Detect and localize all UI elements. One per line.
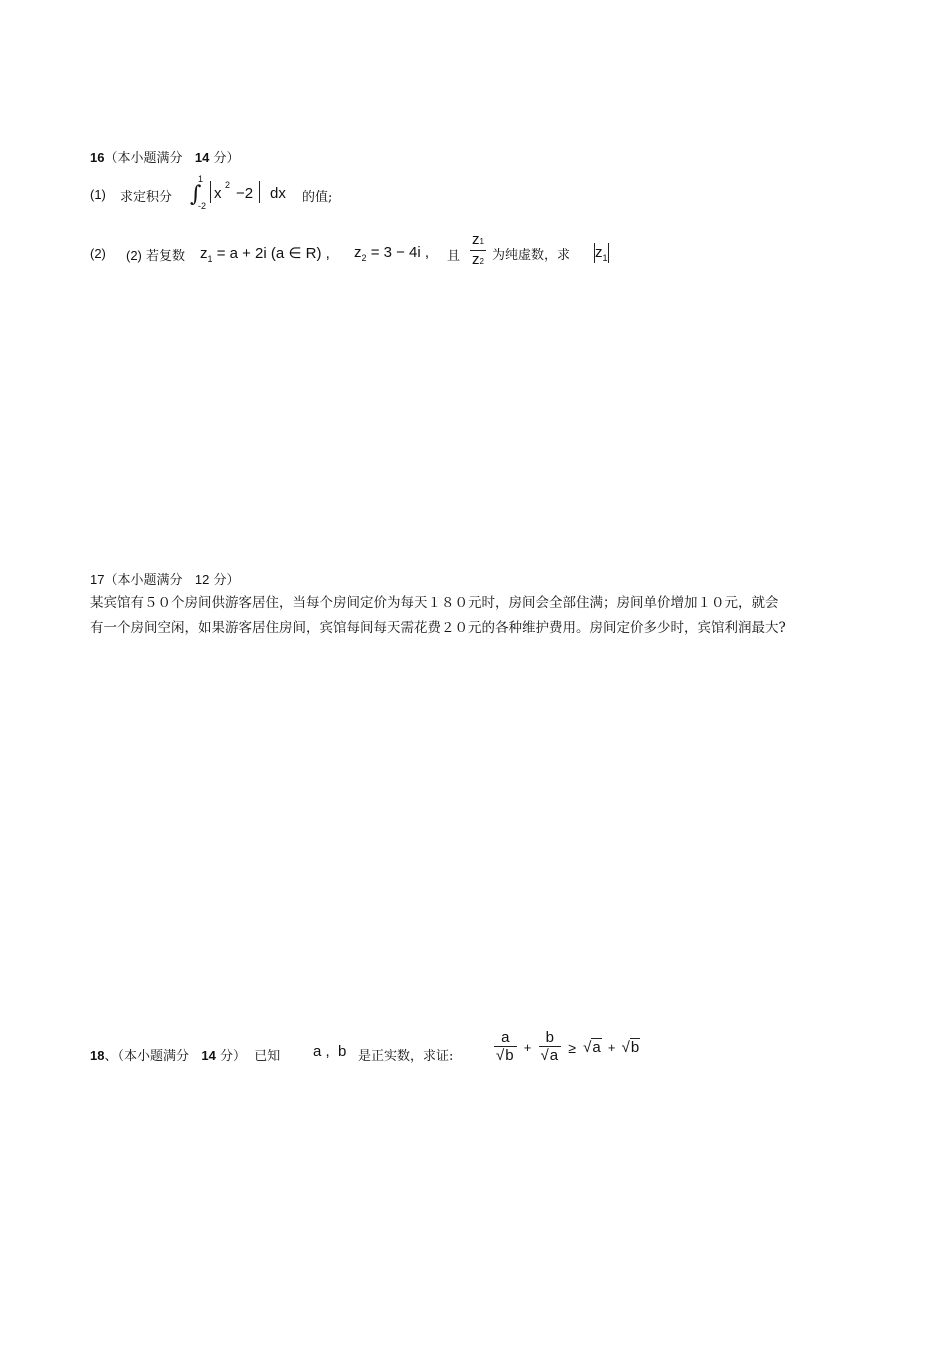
rhs-sqrt-b xyxy=(622,1039,641,1056)
modulus-sub: 1 xyxy=(602,252,608,263)
frac-b-over-sqrt-a xyxy=(539,1030,562,1065)
rhs-sqrt-a xyxy=(583,1039,602,1056)
q16-part2-text1: 若复数 xyxy=(146,249,186,264)
q16-part1-tail: 的值; xyxy=(302,190,333,205)
q18-inequality xyxy=(494,1030,640,1065)
q17-header xyxy=(90,569,240,588)
integrand-rest: −2 xyxy=(236,185,254,202)
integral-sign-icon: ∫ xyxy=(190,182,202,207)
sqrt-icon: √ xyxy=(583,1039,592,1056)
q18-unit: 分） xyxy=(220,1049,247,1064)
frac-den-sub: 2 xyxy=(479,257,484,266)
z2-var: z xyxy=(354,244,362,261)
frac2-num: b xyxy=(539,1030,562,1047)
z2-subscript: 2 xyxy=(361,253,367,263)
frac2-den-radicand: a xyxy=(549,1047,559,1064)
modulus-var: z xyxy=(595,243,603,261)
q17-number: 17 xyxy=(90,572,105,587)
z1-over-z2-fraction xyxy=(470,232,486,271)
q17-body: 某宾馆有５０个房间供游客居住，当每个房间定价为每天１８０元时，房间会全部住满；房间单价增加１０元，就会有一个房间空闲，如果游客居住房间，宾馆每间每天需花费２０元的各种维护费用。房间定价多少时，宾馆利润最大? xyxy=(90,595,786,636)
geq-sign: ≥ xyxy=(568,1039,576,1056)
frac1-den-radicand: b xyxy=(505,1047,514,1064)
q16-part2-label: (2) xyxy=(90,246,106,261)
integral-lower-limit: -2 xyxy=(198,201,207,211)
q16-part2-lead xyxy=(126,245,185,264)
integral-upper-limit: 1 xyxy=(198,174,204,184)
q16-header xyxy=(90,147,240,166)
q18-header xyxy=(90,1045,280,1064)
z1-expression xyxy=(200,244,330,262)
integrand-exponent: 2 xyxy=(225,180,231,190)
q18-header-text: 、（本小题满分 xyxy=(104,1049,189,1064)
q18-vars xyxy=(313,1043,346,1060)
q18-var-a: a xyxy=(313,1043,322,1060)
q16-and: 且 xyxy=(447,249,461,264)
q16-header-text: （本小题满分 xyxy=(104,151,183,166)
frac-a-over-sqrt-b xyxy=(494,1030,517,1065)
q16-number: 16 xyxy=(90,150,105,165)
z1-var: z xyxy=(200,245,208,262)
frac1-num: a xyxy=(494,1030,517,1047)
q17-header-text: （本小题满分 xyxy=(104,573,183,588)
integrand-var: x xyxy=(214,185,222,202)
q18-text1: 已知 xyxy=(254,1049,281,1064)
q16-score: 14 xyxy=(194,150,210,165)
z1-subscript: 1 xyxy=(207,254,213,264)
z2-expr: = 3 − 4i , xyxy=(370,244,430,261)
q16-part2-lead-num: (2) xyxy=(126,248,142,263)
frac-num-var: z xyxy=(472,231,480,248)
q18-var-b: b xyxy=(338,1043,347,1060)
q16-part2-text2: 为纯虚数，求 xyxy=(492,248,571,263)
plus-sign-2: + xyxy=(607,1040,616,1055)
frac-den-var: z xyxy=(472,251,480,268)
sqrt-icon: √ xyxy=(496,1047,505,1064)
frac-num-sub: 1 xyxy=(479,237,484,246)
q16-part1-text: 求定积分 xyxy=(120,190,173,205)
integral-dx: dx xyxy=(270,185,286,202)
sqrt-icon: √ xyxy=(621,1039,630,1056)
q18-comma: , xyxy=(325,1043,330,1060)
q18-text2: 是正实数，求证: xyxy=(358,1049,454,1064)
modulus-z1 xyxy=(594,243,609,263)
sqrt-icon: √ xyxy=(540,1047,549,1064)
q17-unit: 分） xyxy=(213,573,240,588)
q16-unit: 分） xyxy=(213,151,240,166)
q16-part1-label: (1) xyxy=(90,187,106,202)
abs-bar-right xyxy=(259,181,260,203)
plus-sign-1: + xyxy=(523,1040,532,1055)
z2-expression xyxy=(354,244,429,261)
q18-score: 14 xyxy=(201,1048,216,1063)
q18-number: 18 xyxy=(90,1048,105,1063)
abs-bar-left xyxy=(210,181,211,203)
rhs-radicand-a: a xyxy=(592,1039,601,1056)
z1-expr: = a + 2i (a ∈ R) , xyxy=(216,245,330,262)
rhs-radicand-b: b xyxy=(630,1039,640,1056)
q17-score: 12 xyxy=(194,572,210,587)
